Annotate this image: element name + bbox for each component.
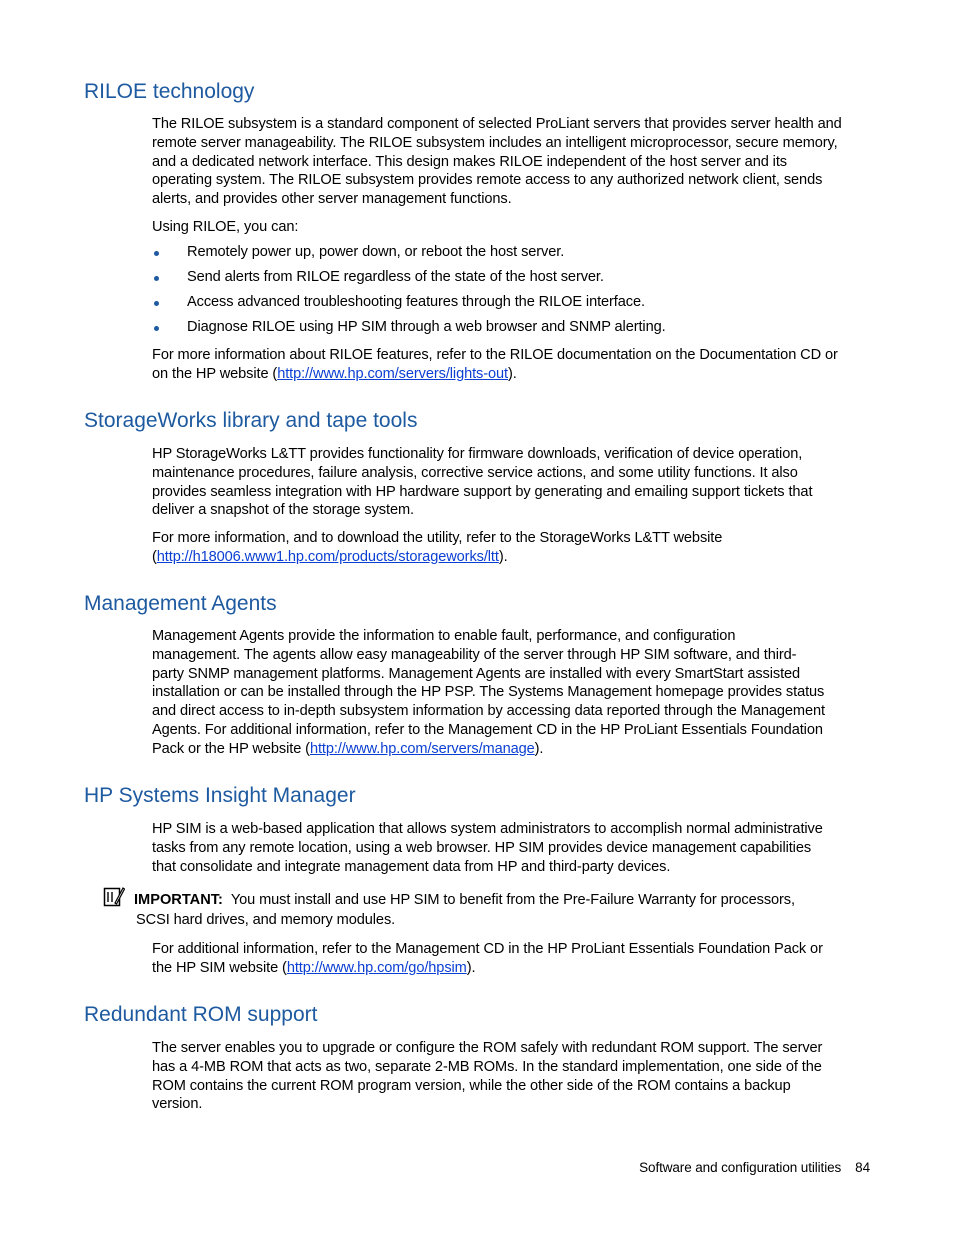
text-line: maintenance procedures, failure analysis, corrective service actions, and some utility functions. It also xyxy=(152,464,798,481)
list-item xyxy=(152,243,870,268)
text-fragment: ). xyxy=(498,548,508,565)
storageworks-more-info xyxy=(152,529,870,567)
text-line xyxy=(152,365,870,384)
text-line: HP StorageWorks L&TT provides functionality for firmware downloads, verification of device operation, xyxy=(152,446,803,462)
bullet-dot-icon xyxy=(154,326,159,331)
text-line: tasks from any remote location, using a web browser. HP SIM provides device management capabilities xyxy=(152,839,812,856)
text-line: For more information, and to download the utility, refer to the StorageWorks L&TT website xyxy=(152,530,723,546)
text-line: Management Agents provide the information to enable fault, performance, and configuration xyxy=(152,628,736,644)
important-note-icon xyxy=(103,886,125,908)
bullet-dot-icon xyxy=(154,251,159,256)
text-line xyxy=(152,548,870,567)
text-line xyxy=(152,740,870,759)
heading-hp-sim: HP Systems Insight Manager xyxy=(84,784,356,807)
text-fragment: You must install and use HP SIM to benefit from the Pre-Failure Warranty for processors, xyxy=(230,892,795,908)
text-line: Using RILOE, you can: xyxy=(152,219,299,235)
text-line: installation or can be installed through the HP PSP. The Systems Management homepage provides status xyxy=(152,684,825,701)
text-fragment: the HP SIM website ( xyxy=(152,959,287,976)
text-line: SCSI hard drives, and memory modules. xyxy=(136,911,396,928)
list-item xyxy=(152,318,870,343)
bullet-dot-icon xyxy=(154,301,159,306)
text-line: and direct access to in-depth subsystem information by accessing data reported through the Management xyxy=(152,703,825,720)
list-item-text: Send alerts from RILOE regardless of the state of the host server. xyxy=(187,269,604,285)
heading-management-agents: Management Agents xyxy=(84,592,277,615)
heading-redundant-rom: Redundant ROM support xyxy=(84,1003,318,1026)
list-item-text: Remotely power up, power down, or reboot the host server. xyxy=(187,244,565,260)
text-line: version. xyxy=(152,1096,203,1113)
text-line xyxy=(134,891,874,910)
text-line: has a 4-MB ROM that acts as two, separate 2-MB ROMs. In the standard implementation, one side of the xyxy=(152,1058,822,1075)
riloe-more-info xyxy=(152,346,870,384)
list-item xyxy=(152,268,870,293)
agents-website-link[interactable]: http://www.hp.com/servers/manage xyxy=(309,740,535,757)
list-item xyxy=(152,293,870,318)
hpsim-website-link[interactable]: http://www.hp.com/go/hpsim xyxy=(286,959,467,976)
footer-section-title: Software and configuration utilities xyxy=(639,1160,842,1175)
text-line: remote server manageability. The RILOE subsystem includes an intelligent microprocessor, secure memory, xyxy=(152,134,838,151)
text-fragment: ). xyxy=(508,365,517,382)
important-label: IMPORTANT: xyxy=(134,892,223,908)
rom-description xyxy=(152,1039,870,1114)
text-line: party SNMP management platforms. Management Agents are installed with every SmartStart assisted xyxy=(152,665,801,682)
text-fragment: ). xyxy=(466,959,476,976)
text-fragment: on the HP website ( xyxy=(152,365,278,382)
text-line: deliver a snapshot of the storage system. xyxy=(152,502,414,519)
text-fragment: Pack or the HP website ( xyxy=(152,740,310,757)
riloe-intro xyxy=(152,218,870,237)
text-line: For additional information, refer to the Management CD in the HP ProLiant Essentials Foundation Pack or xyxy=(152,941,823,957)
text-line: and a dedicated network interface. This design makes RILOE independent of the host server and its xyxy=(152,153,787,170)
text-line: Agents. For additional information, refer to the Management CD in the HP ProLiant Essentials Foundation xyxy=(152,721,823,738)
text-line: management. The agents allow easy manageability of the server through HP SIM software, and third- xyxy=(152,646,797,663)
text-line: HP SIM is a web-based application that allows system administrators to accomplish normal administrative xyxy=(152,821,823,837)
heading-riloe: RILOE technology xyxy=(84,80,255,103)
storageworks-website-link[interactable]: http://h18006.www1.hp.com/products/storageworks/ltt xyxy=(156,548,499,565)
page-number: 84 xyxy=(855,1160,870,1175)
sim-description xyxy=(152,820,870,876)
list-item-text: Access advanced troubleshooting features through the RILOE interface. xyxy=(187,294,645,310)
text-line: The RILOE subsystem is a standard component of selected ProLiant servers that provides server health and xyxy=(152,116,842,132)
bullet-dot-icon xyxy=(154,276,159,281)
important-note xyxy=(134,891,874,930)
text-line: that consolidate and integrate management data from HP and third-party devices. xyxy=(152,858,671,875)
text-line: operating system. The RILOE subsystem provides remote access to any authorized network client, sends xyxy=(152,172,823,189)
text-line: For more information about RILOE features, refer to the RILOE documentation on the Documentation CD or xyxy=(152,347,838,363)
text-line: ROM contains the current ROM program version, while the other side of the ROM contains a backup xyxy=(152,1077,791,1094)
sim-more-info xyxy=(152,940,870,978)
text-fragment: ). xyxy=(534,740,544,757)
heading-storageworks: StorageWorks library and tape tools xyxy=(84,409,418,432)
text-line: alerts, and provides other server management functions. xyxy=(152,191,512,208)
agents-description xyxy=(152,627,870,759)
storageworks-description xyxy=(152,445,870,520)
text-line: provides seamless integration with HP hardware support by generating and emailing support tickets that xyxy=(152,483,813,500)
text-line xyxy=(152,959,870,978)
text-line: The server enables you to upgrade or configure the ROM safely with redundant ROM support. The server xyxy=(152,1040,823,1056)
riloe-website-link[interactable]: http://www.hp.com/servers/lights-out xyxy=(277,365,509,382)
riloe-description xyxy=(152,115,870,209)
list-item-text: Diagnose RILOE using HP SIM through a web browser and SNMP alerting. xyxy=(187,319,666,335)
page-footer xyxy=(639,1159,870,1177)
text-fragment: ( xyxy=(152,548,157,565)
riloe-bullet-list xyxy=(152,243,870,343)
